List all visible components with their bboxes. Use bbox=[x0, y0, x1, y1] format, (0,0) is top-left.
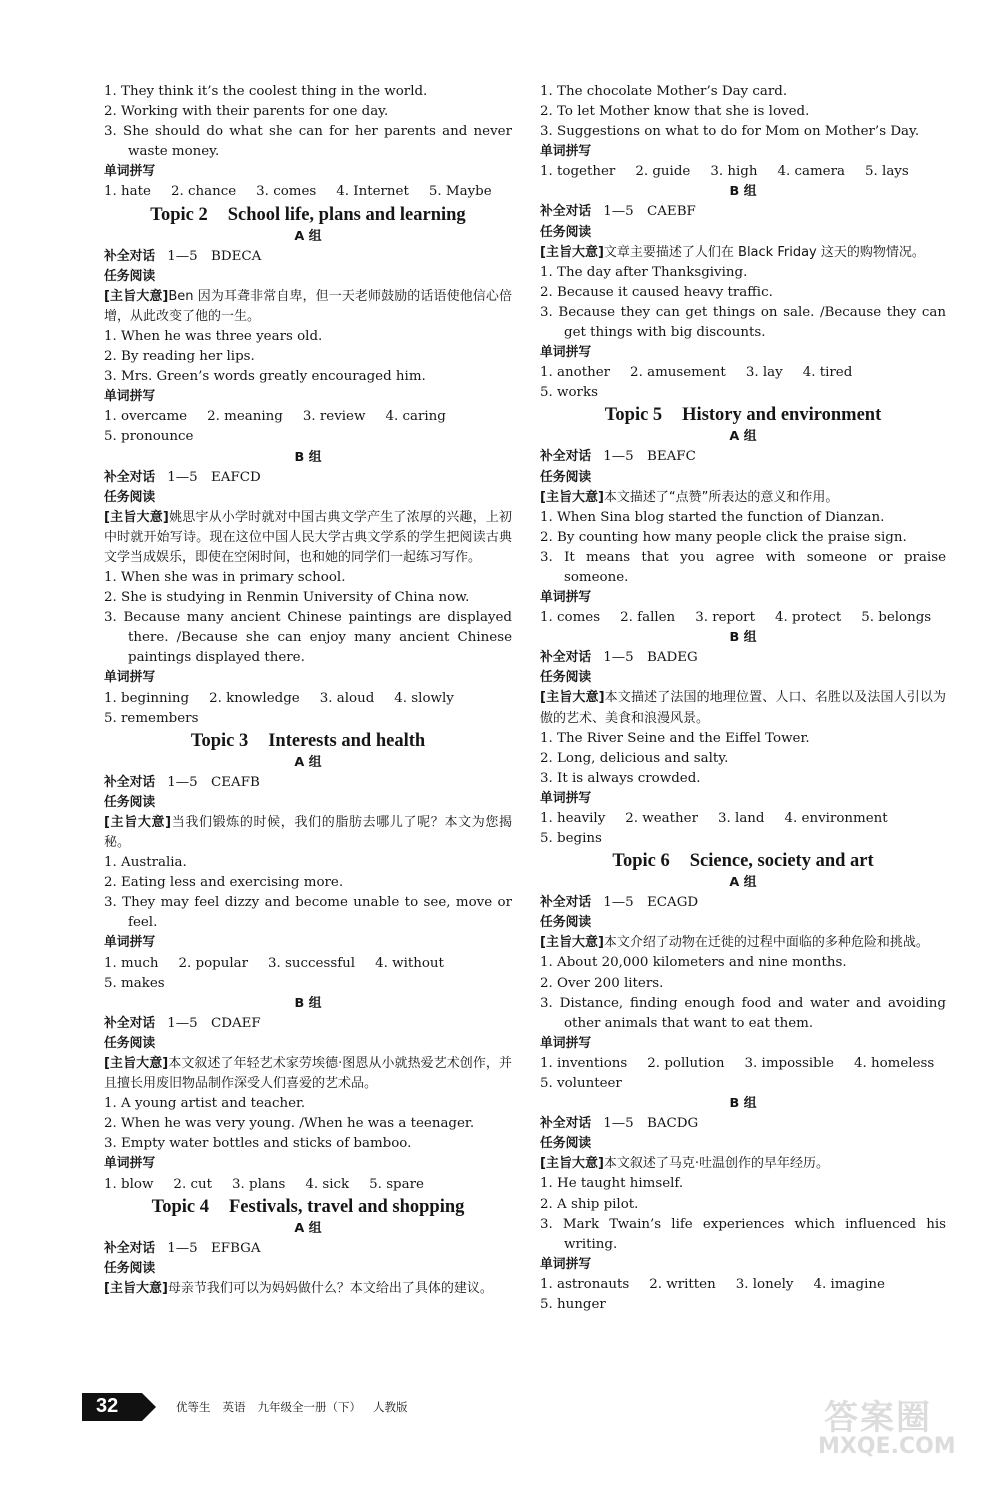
footer-edition: 人教版 bbox=[373, 1400, 408, 1414]
gist-text: 本文描述了法国的地理位置、人口、名胜以及法国人引以为傲的艺术、美食和浪漫风景。 bbox=[540, 690, 946, 726]
gist-paragraph bbox=[104, 813, 512, 853]
spelling-word: 1. hate bbox=[104, 184, 151, 200]
answer-item: 1. Australia. bbox=[104, 855, 187, 871]
spelling-word: 1. together bbox=[540, 164, 616, 180]
gist-tag: [主旨大意] bbox=[540, 1156, 604, 1172]
footer-brand: 优等生 bbox=[176, 1400, 211, 1414]
spelling-answers bbox=[540, 809, 946, 829]
answer-item: 3. Mrs. Green’s words greatly encouraged him. bbox=[104, 369, 426, 385]
answer-item: 3. Mark Twain’s life experiences which influenced his writing. bbox=[540, 1216, 946, 1252]
group-heading: A 组 bbox=[294, 1220, 322, 1236]
spelling-answers bbox=[540, 608, 946, 628]
spelling-word: 5. remembers bbox=[104, 710, 199, 726]
gist-text: 姚思宇从小学时就对中国古典文学产生了浓厚的兴趣，上初中时就开始写诗。现在这位中国人民大学古典文学系的学生把阅读古典文学当成娱乐，即使在空闲时间，也和她的同学们一起练习写作。 bbox=[104, 509, 512, 565]
answer-item: 2. Over 200 liters. bbox=[540, 975, 664, 991]
topic-title: History and environment bbox=[682, 405, 882, 426]
gist-text: 当我们锻炼的时候，我们的脂肪去哪儿了呢？本文为您揭秘。 bbox=[104, 814, 512, 850]
answer-item: 3. They may feel dizzy and become unable to see, move or feel. bbox=[104, 895, 512, 931]
dialog-answer: 1—5 EFBGA bbox=[167, 1240, 261, 1256]
spelling-word: 5. lays bbox=[865, 164, 909, 180]
spelling-answers bbox=[104, 182, 512, 202]
watermark-text: 答案圈 bbox=[824, 1398, 932, 1438]
arrow-badge-icon bbox=[82, 1393, 156, 1421]
page-number-badge bbox=[82, 1393, 156, 1421]
answer-item: 2. Because it caused heavy traffic. bbox=[540, 284, 773, 300]
spelling-word: 2. pollution bbox=[647, 1055, 725, 1071]
spelling-label: 单词拼写 bbox=[104, 1156, 156, 1172]
spelling-word: 1. blow bbox=[104, 1176, 154, 1192]
reading-label: 任务阅读 bbox=[540, 469, 592, 485]
spelling-label: 单词拼写 bbox=[540, 1035, 592, 1051]
group-heading: B 组 bbox=[294, 995, 322, 1011]
answer-item: 1. The chocolate Mother’s Day card. bbox=[540, 84, 788, 99]
spelling-label: 单词拼写 bbox=[104, 389, 156, 405]
answer-item: 1. About 20,000 kilometers and nine months. bbox=[540, 955, 847, 971]
answer-item: 3. Distance, finding enough food and water and avoiding other animals that want to eat them. bbox=[540, 995, 946, 1031]
page-number: 32 bbox=[96, 1395, 119, 1417]
gist-text: 本文描述了“点赞”所表达的意义和作用。 bbox=[603, 489, 839, 505]
spelling-label: 单词拼写 bbox=[540, 144, 592, 160]
gist-paragraph bbox=[540, 933, 946, 953]
spelling-label: 单词拼写 bbox=[104, 670, 156, 686]
spelling-word: 4. homeless bbox=[853, 1055, 935, 1071]
spelling-word: 2. cut bbox=[173, 1176, 212, 1192]
answer-item: 2. To let Mother know that she is loved. bbox=[540, 104, 810, 120]
answer-item: 2. She is studying in Renmin University of China now. bbox=[104, 590, 470, 606]
gist-tag: [主旨大意] bbox=[104, 1280, 168, 1296]
spelling-word: 2. meaning bbox=[207, 409, 283, 425]
spelling-answers bbox=[104, 954, 512, 974]
spelling-word: 1. inventions bbox=[540, 1055, 628, 1071]
dialog-answer: 1—5 CAEBF bbox=[603, 204, 696, 220]
answer-item: 3. She should do what she can for her parents and never waste money. bbox=[104, 124, 512, 160]
spelling-label: 单词拼写 bbox=[104, 935, 156, 951]
group-heading: B 组 bbox=[729, 1096, 757, 1112]
topic-title: Science, society and art bbox=[689, 851, 874, 872]
answer-item: 2. A ship pilot. bbox=[540, 1196, 639, 1212]
topic-number: Topic 4 bbox=[151, 1196, 209, 1217]
dialog-label: 补全对话 bbox=[104, 1240, 156, 1256]
spelling-word: 1. overcame bbox=[104, 409, 188, 425]
gist-tag: [主旨大意] bbox=[540, 244, 604, 260]
gist-text: 本文叙述了年轻艺术家劳埃德·图恩从小就热爱艺术创作，并且擅长用废旧物品制作深受人们喜爱的艺术品。 bbox=[104, 1055, 512, 1092]
topic-title: School life, plans and learning bbox=[227, 204, 466, 225]
reading-label: 任务阅读 bbox=[540, 224, 592, 240]
group-heading: B 组 bbox=[729, 184, 757, 200]
right-column bbox=[540, 82, 946, 1315]
dialog-label: 补全对话 bbox=[104, 469, 156, 485]
spelling-word: 4. environment bbox=[784, 811, 888, 826]
spelling-label: 单词拼写 bbox=[540, 590, 592, 606]
spelling-word: 5. belongs bbox=[861, 610, 932, 626]
spelling-word: 4. caring bbox=[385, 409, 446, 425]
spelling-label: 单词拼写 bbox=[104, 164, 156, 180]
spelling-word: 3. impossible bbox=[744, 1055, 834, 1071]
reading-label: 任务阅读 bbox=[104, 1035, 156, 1051]
gist-paragraph bbox=[540, 243, 946, 263]
spelling-word: 2. fallen bbox=[620, 610, 676, 626]
spelling-word: 3. comes bbox=[256, 184, 317, 200]
answer-item: 3. It means that you agree with someone or praise someone. bbox=[540, 549, 946, 585]
spelling-word: 3. land bbox=[718, 811, 765, 826]
gist-tag: [主旨大意] bbox=[104, 814, 172, 830]
spelling-answers bbox=[104, 689, 512, 709]
gist-tag: [主旨大意] bbox=[104, 1055, 169, 1071]
left-column bbox=[104, 82, 512, 1299]
watermark-url: MXQE.COM bbox=[818, 1434, 956, 1459]
spelling-word: 4. slowly bbox=[394, 690, 454, 706]
group-heading: A 组 bbox=[294, 754, 322, 770]
spelling-word: 5. spare bbox=[369, 1176, 424, 1192]
gist-text: 本文叙述了马克·吐温创作的早年经历。 bbox=[603, 1156, 830, 1172]
spelling-word: 3. high bbox=[710, 164, 758, 180]
gist-text: Ben 因为耳聋非常自卑，但一天老师鼓励的话语使他信心倍增，从此改变了他的一生。 bbox=[104, 288, 512, 324]
gist-paragraph bbox=[104, 1054, 512, 1094]
dialog-label: 补全对话 bbox=[104, 774, 156, 790]
answer-item: 2. Long, delicious and salty. bbox=[540, 750, 729, 766]
spelling-word: 5. Maybe bbox=[428, 184, 492, 200]
group-heading: A 组 bbox=[729, 429, 757, 445]
spelling-word: 3. successful bbox=[268, 955, 356, 971]
watermark-logo bbox=[814, 1390, 974, 1470]
dialog-answer: 1—5 BDECA bbox=[167, 248, 262, 264]
group-heading: B 组 bbox=[294, 449, 322, 465]
gist-tag: [主旨大意] bbox=[104, 288, 169, 304]
dialog-label: 补全对话 bbox=[540, 1116, 592, 1132]
gist-tag: [主旨大意] bbox=[104, 509, 169, 525]
spelling-word: 3. aloud bbox=[319, 690, 375, 706]
gist-paragraph bbox=[540, 1154, 946, 1174]
dialog-label: 补全对话 bbox=[104, 248, 156, 264]
spelling-word: 5. works bbox=[540, 385, 598, 401]
spelling-word: 1. astronauts bbox=[540, 1276, 630, 1292]
spelling-word: 4. without bbox=[375, 955, 444, 971]
spelling-word: 4. imagine bbox=[813, 1276, 885, 1292]
answer-item: 3. Because they can get things on sale. /Because they can get things with big discounts. bbox=[540, 304, 946, 341]
spelling-word: 2. guide bbox=[635, 164, 691, 180]
spelling-word: 5. begins bbox=[540, 831, 602, 847]
topic-title: Interests and health bbox=[268, 730, 426, 751]
answer-item: 1. They think it’s the coolest thing in the world. bbox=[104, 84, 428, 99]
spelling-word: 3. lonely bbox=[735, 1276, 794, 1292]
spelling-word: 5. pronounce bbox=[104, 429, 194, 445]
spelling-answers bbox=[104, 1175, 512, 1195]
answer-item: 1. When Sina blog started the function of Dianzan. bbox=[540, 509, 885, 525]
spelling-word: 5. volunteer bbox=[540, 1076, 622, 1092]
dialog-answer: 1—5 CEAFB bbox=[167, 774, 260, 790]
spelling-word: 2. weather bbox=[625, 811, 698, 826]
answer-item: 3. Suggestions on what to do for Mom on Mother’s Day. bbox=[540, 124, 920, 140]
dialog-label: 补全对话 bbox=[540, 204, 592, 220]
topic-heading bbox=[104, 203, 512, 227]
gist-text: 母亲节我们可以为妈妈做什么？本文给出了具体的建议。 bbox=[167, 1280, 493, 1296]
dialog-answer: 1—5 BADEG bbox=[603, 650, 698, 666]
gist-text: 本文介绍了动物在迁徙的过程中面临的多种危险和挑战。 bbox=[603, 935, 929, 951]
gist-paragraph bbox=[104, 1279, 512, 1299]
gist-tag: [主旨大意] bbox=[540, 935, 604, 951]
spelling-word: 2. popular bbox=[178, 955, 249, 971]
dialog-label: 补全对话 bbox=[540, 650, 592, 666]
answer-item: 2. By reading her lips. bbox=[104, 349, 255, 365]
answer-item: 1. He taught himself. bbox=[540, 1176, 684, 1192]
reading-label: 任务阅读 bbox=[540, 915, 592, 931]
answer-item: 1. A young artist and teacher. bbox=[104, 1096, 306, 1112]
dialog-label: 补全对话 bbox=[540, 895, 592, 911]
topic-heading bbox=[104, 1195, 512, 1219]
spelling-word: 4. tired bbox=[802, 365, 853, 381]
spelling-word: 2. written bbox=[649, 1276, 716, 1292]
spelling-answers bbox=[104, 407, 512, 427]
spelling-label: 单词拼写 bbox=[540, 1256, 592, 1272]
spelling-word: 1. beginning bbox=[104, 690, 190, 706]
dialog-answer: 1—5 ECAGD bbox=[603, 895, 699, 911]
answer-item: 1. When he was three years old. bbox=[104, 328, 323, 344]
spelling-word: 3. report bbox=[695, 610, 755, 626]
answer-item: 1. The River Seine and the Eiffel Tower. bbox=[540, 730, 810, 746]
dialog-answer: 1—5 BACDG bbox=[603, 1116, 699, 1132]
answer-item: 3. Because many ancient Chinese paintings are displayed there. /Because she can enjoy many ancient Chinese paintings displayed there. bbox=[104, 610, 512, 666]
spelling-word: 2. chance bbox=[170, 184, 237, 200]
topic-title: Festivals, travel and shopping bbox=[229, 1196, 465, 1217]
dialog-answer: 1—5 EAFCD bbox=[167, 469, 261, 485]
reading-label: 任务阅读 bbox=[540, 1136, 592, 1152]
spelling-word: 4. sick bbox=[305, 1176, 350, 1192]
spelling-word: 5. hunger bbox=[540, 1296, 606, 1312]
answer-item: 2. Eating less and exercising more. bbox=[104, 875, 344, 891]
group-heading: B 组 bbox=[729, 630, 757, 646]
topic-heading bbox=[104, 729, 512, 753]
answer-item: 2. When he was very young. /When he was a teenager. bbox=[104, 1116, 475, 1132]
spelling-label: 单词拼写 bbox=[540, 345, 592, 361]
answer-item: 1. When she was in primary school. bbox=[104, 569, 346, 585]
gist-paragraph bbox=[540, 488, 946, 508]
spelling-word: 3. lay bbox=[745, 365, 783, 381]
answer-item: 1. The day after Thanksgiving. bbox=[540, 264, 748, 280]
spelling-word: 4. camera bbox=[777, 164, 845, 180]
gist-tag: [主旨大意] bbox=[540, 489, 604, 505]
spelling-label: 单词拼写 bbox=[540, 790, 592, 806]
gist-paragraph bbox=[104, 287, 512, 327]
group-heading: A 组 bbox=[294, 228, 322, 244]
footer-book-info bbox=[176, 1399, 420, 1415]
spelling-word: 3. review bbox=[302, 409, 366, 425]
answer-item: 2. Working with their parents for one day. bbox=[104, 104, 389, 120]
spelling-word: 1. much bbox=[104, 955, 159, 971]
dialog-label: 补全对话 bbox=[104, 1015, 156, 1031]
footer-grade: 九年级全一册（下） bbox=[257, 1400, 361, 1414]
spelling-word: 1. another bbox=[540, 365, 611, 381]
spelling-word: 2. amusement bbox=[630, 365, 726, 381]
reading-label: 任务阅读 bbox=[104, 268, 156, 284]
topic-heading bbox=[540, 403, 946, 427]
answer-item: 3. Empty water bottles and sticks of bamboo. bbox=[104, 1136, 412, 1152]
spelling-word: 2. knowledge bbox=[209, 690, 300, 706]
spelling-answers bbox=[540, 1054, 946, 1074]
group-heading: A 组 bbox=[729, 875, 757, 891]
gist-text: 文章主要描述了人们在 Black Friday 这天的购物情况。 bbox=[603, 244, 925, 260]
reading-label: 任务阅读 bbox=[104, 1260, 156, 1276]
gist-paragraph bbox=[104, 508, 512, 568]
spelling-word: 1. heavily bbox=[540, 811, 606, 826]
spelling-answers bbox=[540, 162, 946, 182]
answer-item: 2. By counting how many people click the praise sign. bbox=[540, 529, 907, 545]
dialog-label: 补全对话 bbox=[540, 449, 592, 465]
spelling-word: 4. Internet bbox=[336, 184, 409, 200]
dialog-answer: 1—5 CDAEF bbox=[167, 1015, 261, 1031]
spelling-answers bbox=[540, 1275, 946, 1295]
reading-label: 任务阅读 bbox=[540, 670, 592, 686]
topic-number: Topic 2 bbox=[150, 204, 208, 225]
gist-tag: [主旨大意] bbox=[540, 690, 605, 706]
reading-label: 任务阅读 bbox=[104, 794, 156, 810]
footer-subject: 英语 bbox=[222, 1400, 246, 1414]
topic-number: Topic 3 bbox=[190, 730, 249, 751]
spelling-word: 4. protect bbox=[774, 610, 842, 626]
topic-heading bbox=[540, 849, 946, 873]
reading-label: 任务阅读 bbox=[104, 489, 156, 505]
spelling-word: 1. comes bbox=[540, 610, 601, 626]
topic-number: Topic 5 bbox=[604, 405, 663, 426]
spelling-word: 5. makes bbox=[104, 975, 165, 991]
spelling-word: 3. plans bbox=[231, 1176, 286, 1192]
topic-number: Topic 6 bbox=[612, 851, 670, 872]
answer-item: 3. It is always crowded. bbox=[540, 770, 701, 786]
spelling-answers bbox=[540, 363, 946, 383]
gist-paragraph bbox=[540, 688, 946, 728]
dialog-answer: 1—5 BEAFC bbox=[603, 449, 696, 465]
